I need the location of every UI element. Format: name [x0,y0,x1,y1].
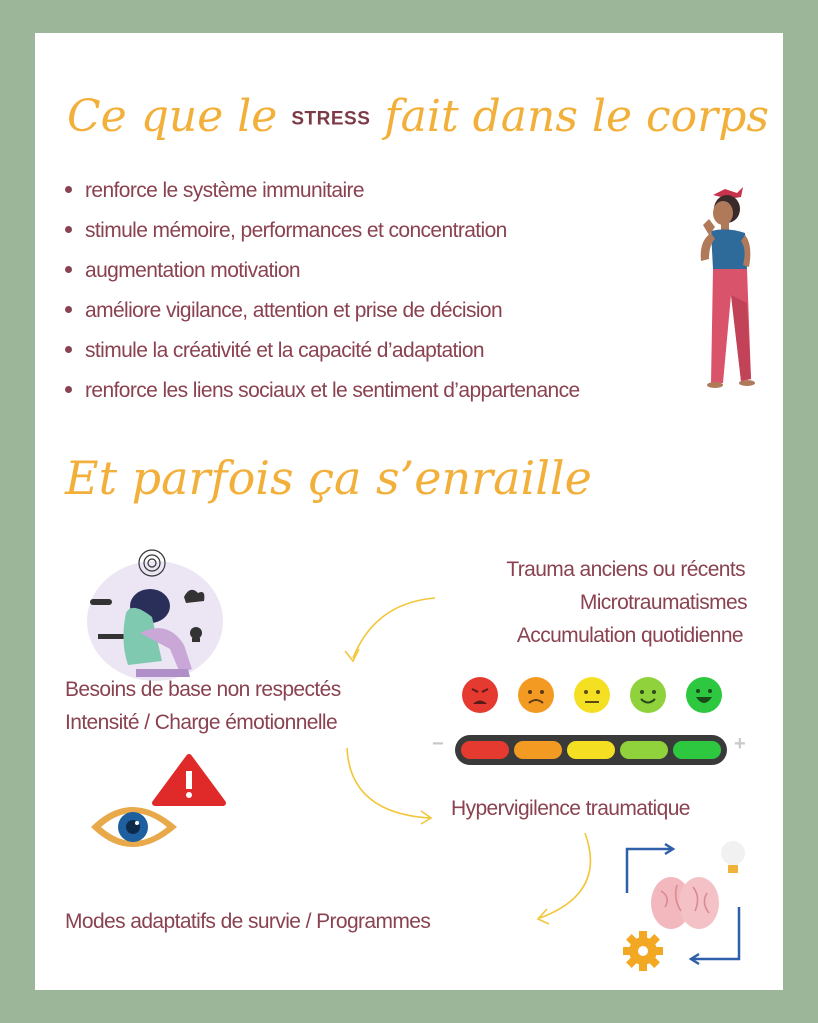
scale-plus: + [734,733,746,755]
smile-face-icon [630,677,666,713]
stress-word: STRESS [291,108,371,130]
list-item: augmentation motivation [65,251,580,291]
trauma-line-2: Microtraumatismes [579,591,747,614]
neutral-face-icon [574,677,610,713]
lightbulb-icon [721,841,745,873]
gear-icon [623,931,663,971]
eye-warning-illustration [87,751,227,861]
arrow-hypervigilance-to-modes [540,833,590,918]
infographic-card [35,33,783,990]
list-item: renforce le système immunitaire [65,171,580,211]
warning-icon [155,757,223,803]
trauma-line-1: Trauma anciens ou récents [506,558,745,581]
arrow-trauma-to-needs [353,598,435,658]
list-item: stimule la créativité et la capacité d’adaptation [65,331,580,371]
stress-scale-bar [453,731,733,769]
modes-label: Modes adaptatifs de survie / Programmes [65,910,431,933]
hypervigilance-label: Hypervigilence traumatique [451,797,690,820]
needs-line-1: Besoins de base non respectés [65,678,341,701]
title-part1: Ce que le [67,91,278,142]
list-item: stimule mémoire, performances et concentration [65,211,580,251]
list-item: améliore vigilance, attention et prise de décision [65,291,580,331]
happy-face-icon [686,677,722,713]
section2-title: Et parfois ça s’enraille [65,451,592,505]
emotion-faces [460,675,725,715]
sad-face-icon [518,677,554,713]
angry-face-icon [462,677,498,713]
scale-minus: − [432,733,444,755]
list-item: renforce les liens sociaux et le sentiment d’appartenance [65,371,580,411]
needs-line-2: Intensité / Charge émotionnelle [65,711,338,734]
title-part2: fait dans le corps [384,91,769,142]
trauma-line-3: Accumulation quotidienne [516,624,743,647]
brain-cycle-illustration [615,833,755,978]
brain-icon [651,877,719,929]
arrow-needs-to-hypervigilance [347,748,430,818]
